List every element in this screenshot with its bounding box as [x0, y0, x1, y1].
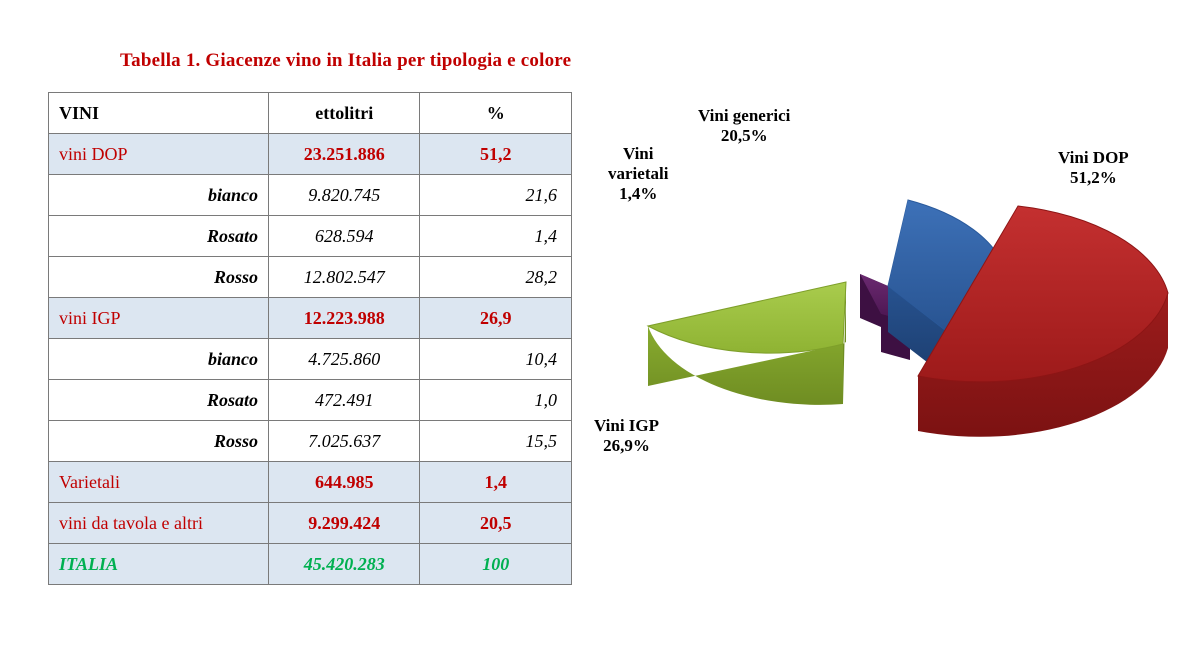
giacenze-table	[48, 92, 572, 585]
giacenze-table-container	[48, 92, 572, 585]
row-label: vini DOP	[49, 134, 269, 175]
page-title: Tabella 1. Giacenze vino in Italia per tipologia e colore	[120, 50, 572, 71]
pie-label-name-line2: varietali	[608, 164, 669, 184]
row-percent: 28,2	[420, 257, 572, 298]
pie-label-name-line1: Vini	[622, 144, 654, 163]
table-row	[49, 298, 572, 339]
pie-label-vini-dop	[1058, 148, 1129, 188]
row-percent: 100	[420, 544, 572, 585]
column-header-ettolitri: ettolitri	[268, 93, 420, 134]
table-row	[49, 134, 572, 175]
pie-label-name: Vini DOP	[1058, 148, 1129, 167]
table-row	[49, 175, 572, 216]
table-row	[49, 380, 572, 421]
row-percent: 1,0	[420, 380, 572, 421]
table-row	[49, 462, 572, 503]
row-ettolitri: 644.985	[268, 462, 420, 503]
row-ettolitri: 9.820.745	[268, 175, 420, 216]
pie-slice-vini-igp	[648, 282, 846, 405]
row-label: vini da tavola e altri	[49, 503, 269, 544]
row-percent: 20,5	[420, 503, 572, 544]
row-ettolitri: 9.299.424	[268, 503, 420, 544]
table-row	[49, 216, 572, 257]
row-percent: 10,4	[420, 339, 572, 380]
column-header-vini: VINI	[49, 93, 269, 134]
table-row	[49, 339, 572, 380]
row-ettolitri: 12.802.547	[268, 257, 420, 298]
row-ettolitri: 45.420.283	[268, 544, 420, 585]
pie-chart	[588, 86, 1188, 586]
pie-label-name: Vini IGP	[594, 416, 660, 435]
row-label: Rosso	[49, 257, 269, 298]
row-percent: 1,4	[420, 462, 572, 503]
row-label: ITALIA	[49, 544, 269, 585]
row-label: vini IGP	[49, 298, 269, 339]
pie-label-value: 51,2%	[1069, 168, 1117, 188]
row-ettolitri: 472.491	[268, 380, 420, 421]
pie-label-vini-igp	[594, 416, 659, 456]
row-ettolitri: 12.223.988	[268, 298, 420, 339]
row-label: bianco	[49, 175, 269, 216]
row-label: Rosso	[49, 421, 269, 462]
table-row	[49, 503, 572, 544]
table-header-row	[49, 93, 572, 134]
row-ettolitri: 4.725.860	[268, 339, 420, 380]
row-percent: 1,4	[420, 216, 572, 257]
row-label: Rosato	[49, 380, 269, 421]
pie-label-name: Vini generici	[698, 106, 791, 125]
row-percent: 51,2	[420, 134, 572, 175]
row-ettolitri: 628.594	[268, 216, 420, 257]
pie-label-value: 20,5%	[720, 126, 768, 146]
pie-label-vini-varietali	[608, 144, 668, 204]
row-ettolitri: 23.251.886	[268, 134, 420, 175]
table-row	[49, 421, 572, 462]
pie-label-value: 1,4%	[619, 184, 658, 204]
row-label: Varietali	[49, 462, 269, 503]
row-label: bianco	[49, 339, 269, 380]
row-ettolitri: 7.025.637	[268, 421, 420, 462]
row-percent: 21,6	[420, 175, 572, 216]
row-label: Rosato	[49, 216, 269, 257]
column-header-percent: %	[420, 93, 572, 134]
pie-label-value: 26,9%	[603, 436, 650, 456]
row-percent: 26,9	[420, 298, 572, 339]
pie-label-vini-generici	[698, 106, 790, 146]
table-row-total	[49, 544, 572, 585]
row-percent: 15,5	[420, 421, 572, 462]
table-row	[49, 257, 572, 298]
